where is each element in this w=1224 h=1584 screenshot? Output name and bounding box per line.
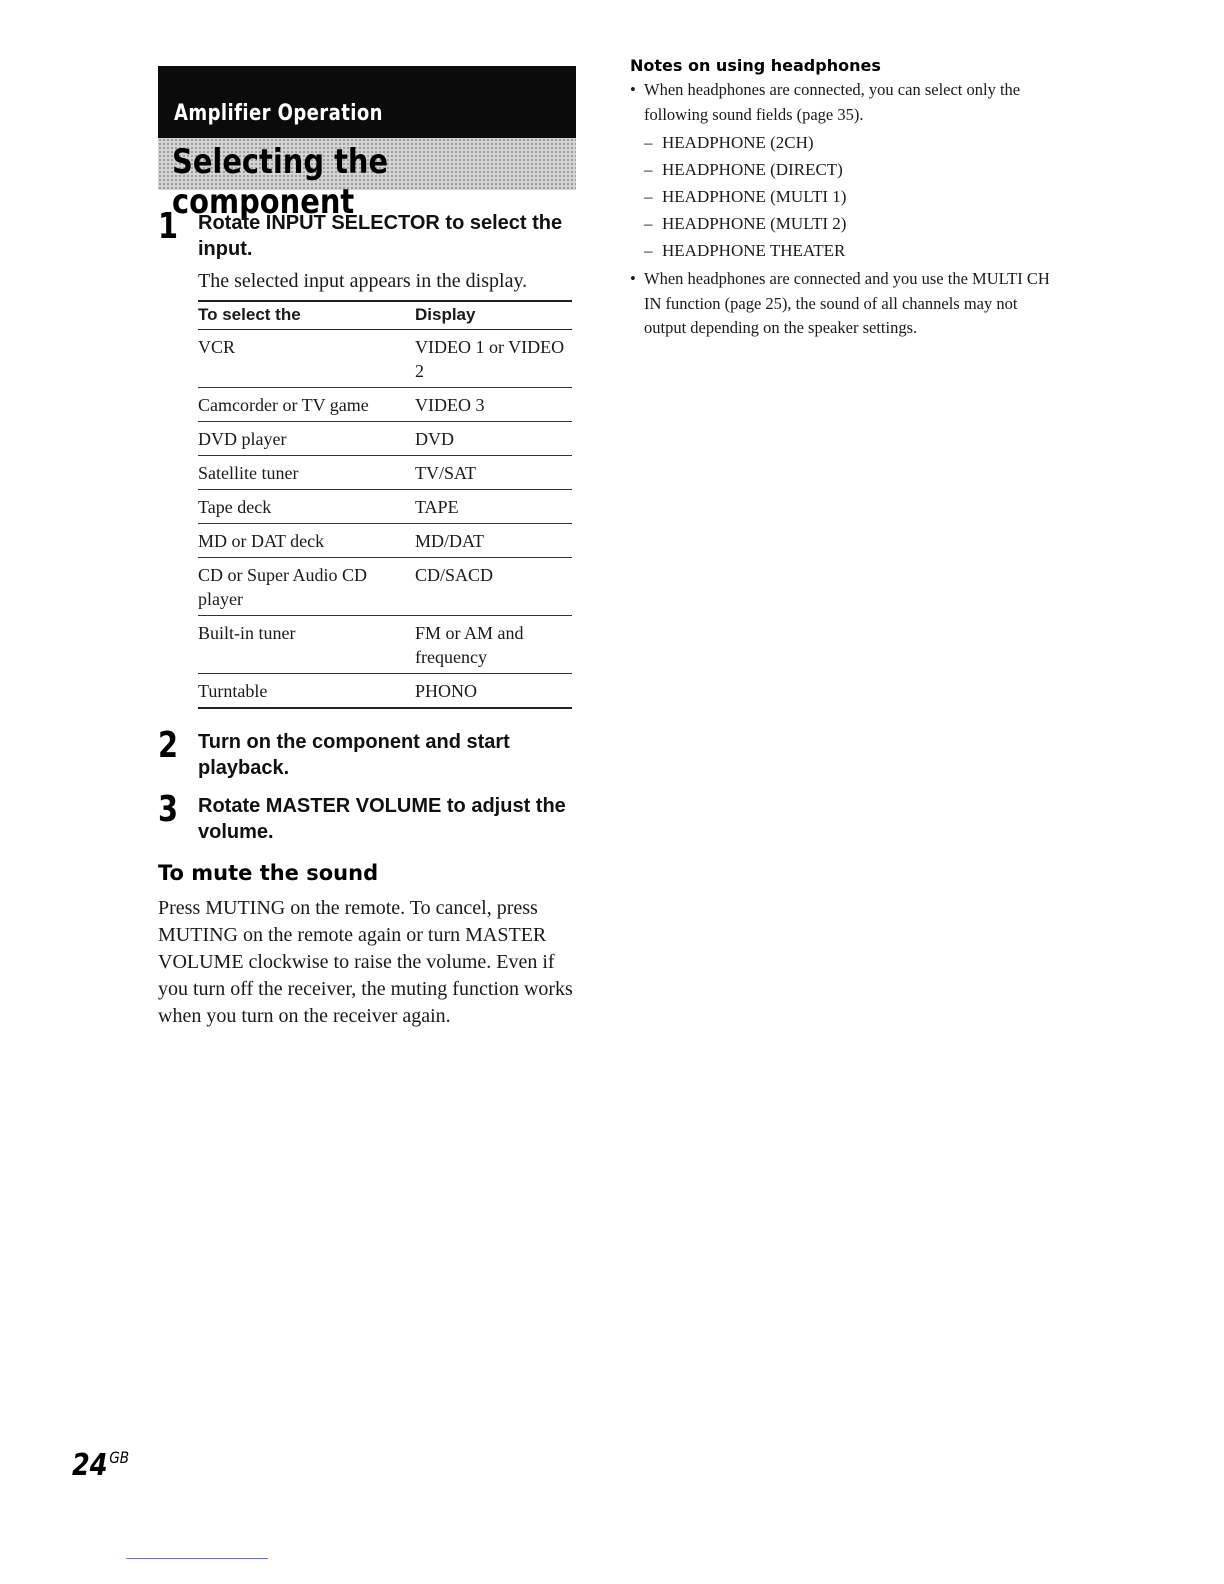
table-cell: VCR	[198, 330, 415, 388]
table-cell: VIDEO 3	[415, 388, 572, 422]
note-text: When headphones are connected, you can select only the following sound fields (page 35).	[644, 80, 1021, 124]
table-cell: Turntable	[198, 674, 415, 709]
step-instruction: Turn on the component and start playback.	[198, 731, 510, 779]
table-header-cell: Display	[415, 301, 572, 330]
table-row	[198, 388, 572, 422]
table-cell: Tape deck	[198, 490, 415, 524]
list-item	[644, 237, 1050, 264]
note-item	[630, 78, 1050, 264]
step-1	[158, 206, 576, 709]
dash-icon: –	[644, 241, 653, 260]
note-text: When headphones are connected and you use the MULTI CH IN function (page 25), the sound of all channels may not output depending on the speaker settings.	[644, 269, 1050, 337]
sound-field-list	[644, 129, 1050, 264]
table-cell: VIDEO 1 or VIDEO 2	[415, 330, 572, 388]
step-number: 2	[158, 725, 179, 766]
mute-paragraph: Press MUTING on the remote. To cancel, press MUTING on the remote again or turn MASTER VOLUME clockwise to raise the volume. Even if you turn off the receiver, the muting function works when you turn on the receiver again.	[158, 897, 573, 1027]
step-number: 1	[158, 206, 179, 247]
table-cell: MD/DAT	[415, 524, 572, 558]
dash-icon: –	[644, 214, 653, 233]
list-item-text: HEADPHONE (MULTI 1)	[662, 187, 847, 206]
table-cell: CD/SACD	[415, 558, 572, 616]
table-row	[198, 524, 572, 558]
table-cell: Satellite tuner	[198, 456, 415, 490]
title-band	[158, 138, 576, 222]
bullet-icon: •	[630, 80, 636, 99]
mute-heading: To mute the sound	[158, 861, 379, 885]
list-item	[644, 210, 1050, 237]
table-row	[198, 674, 572, 709]
step-2	[158, 725, 576, 781]
note-item	[630, 267, 1050, 341]
input-display-table	[198, 300, 572, 709]
section-label: Amplifier Operation	[174, 101, 383, 126]
main-column	[158, 66, 576, 1030]
page-number-value: 24	[72, 1448, 108, 1483]
step-instruction: Rotate INPUT SELECTOR to select the input.	[198, 212, 563, 260]
step-number: 3	[158, 789, 179, 830]
table-cell: Built-in tuner	[198, 616, 415, 674]
table-cell: DVD	[415, 422, 572, 456]
notes-column	[630, 56, 1050, 341]
table-row	[198, 490, 572, 524]
list-item-text: HEADPHONE (DIRECT)	[662, 160, 843, 179]
dash-icon: –	[644, 133, 653, 152]
table-row	[198, 422, 572, 456]
table-cell: PHONO	[415, 674, 572, 709]
list-item-text: HEADPHONE THEATER	[662, 241, 846, 260]
table-row	[198, 330, 572, 388]
table-header-row	[198, 301, 572, 330]
list-item	[644, 156, 1050, 183]
step-description: The selected input appears in the display.	[198, 270, 528, 292]
table-cell: TAPE	[415, 490, 572, 524]
table-cell: CD or Super Audio CD player	[198, 558, 415, 616]
list-item-text: HEADPHONE (2CH)	[662, 133, 814, 152]
list-item	[644, 129, 1050, 156]
step-instruction: Rotate MASTER VOLUME to adjust the volume.	[198, 795, 566, 843]
page-title: Selecting the component	[172, 142, 389, 222]
dash-icon: –	[644, 187, 653, 206]
list-item	[644, 183, 1050, 210]
table-header-cell: To select the	[198, 301, 415, 330]
table-row	[198, 558, 572, 616]
dash-icon: –	[644, 160, 653, 179]
step-3	[158, 789, 576, 845]
page-number-suffix: GB	[109, 1448, 130, 1467]
table-row	[198, 616, 572, 674]
table-cell: Camcorder or TV game	[198, 388, 415, 422]
list-item-text: HEADPHONE (MULTI 2)	[662, 214, 847, 233]
section-header-band	[158, 66, 576, 138]
table-row	[198, 456, 572, 490]
footer-divider	[126, 1558, 268, 1559]
bullet-icon: •	[630, 269, 636, 288]
page-number	[72, 1448, 129, 1483]
notes-heading: Notes on using headphones	[630, 56, 881, 75]
table-cell: MD or DAT deck	[198, 524, 415, 558]
table-cell: TV/SAT	[415, 456, 572, 490]
table-cell: DVD player	[198, 422, 415, 456]
table-cell: FM or AM and frequency	[415, 616, 572, 674]
